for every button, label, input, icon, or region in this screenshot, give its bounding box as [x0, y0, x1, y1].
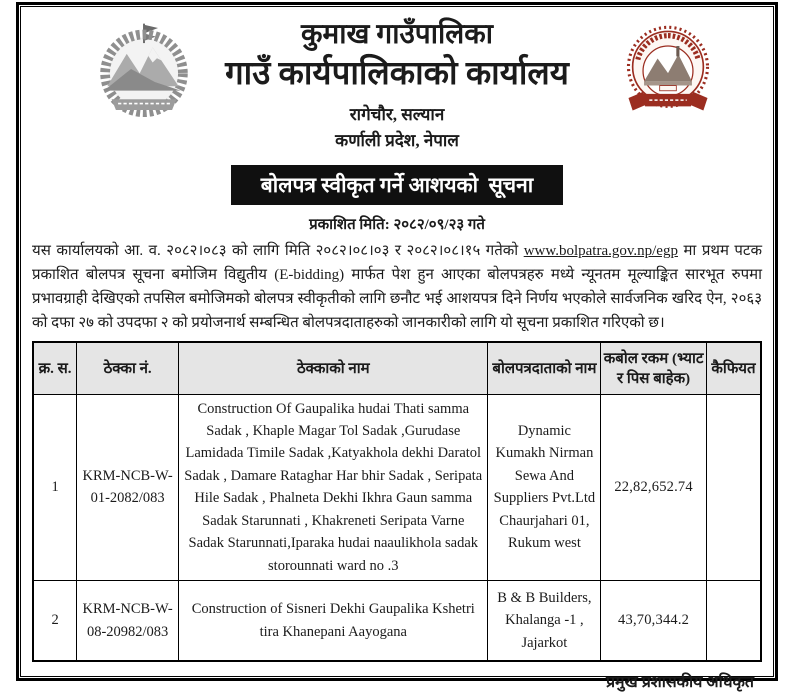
header-bidder-name: बोलपत्रदाताको नाम — [488, 342, 601, 394]
table-row — [33, 581, 761, 661]
header-remarks: कैफियत — [706, 342, 761, 394]
body-text-after-link: मा प्रथम पटक प्रकाशित बोलपत्र सूचना बमोजिम विद्युतीय (E-bidding) मार्फत पेश हुन आएका बोलपत्रहरु मध्ये न्यूनतम मूल्याङ्कित सारभूत रुपमा प्रभावग्राही देखिएको तपसिल बमोजिमको बोलपत्र स्वीकृतीको लागि छनौट भई आशयपत्र दिने निर्णय भएकोले सार्वजनिक खरिद ऐन, २०६३ को दफा २७ को उपदफा २ को प्रयोजनार्थ सम्बन्धित बोलपत्रदाताहरुको जानकारीको लागि यो सूचना प्रकाशित गरिएको छ। — [32, 243, 763, 331]
cell-bidder-name: B & B Builders, Khalanga -1 , Jajarkot — [488, 581, 601, 661]
cell-contract-name: Construction of Sisneri Dekhi Gaupalika Kshetri tira Khanepani Aayogana — [179, 581, 488, 661]
bids-table — [32, 341, 762, 662]
cell-bidder-name: Dynamic Kumakh Nirman Sewa And Suppliers Pvt.Ltd Chaurjahari 01, Rukum west — [488, 394, 601, 581]
office-province: कर्णाली प्रदेश, नेपाल — [335, 131, 459, 150]
document-outer-border — [16, 2, 778, 691]
body-text-before-link: यस कार्यालयको आ. व. २०८२।०८३ को लागि मिति २०८२।०८।०३ र २०८२।०८।१५ गतेको — [32, 243, 524, 259]
municipality-seal-icon — [616, 19, 720, 123]
office-title: गाउँ कार्यपालिकाको कार्यालय — [225, 56, 569, 92]
header-serial-no: क्र. स. — [33, 342, 77, 394]
signature-title: प्रमुख प्रशासकीय अधिकृत — [605, 673, 754, 691]
cell-serial-no: 1 — [33, 394, 77, 581]
cell-serial-no: 2 — [33, 581, 77, 661]
notice-banner-title: बोलपत्र स्वीकृत गर्ने आशयको सूचना — [231, 165, 563, 205]
office-address: रागेचौर, सल्यान — [349, 105, 445, 124]
header-contract-name: ठेक्काको नाम — [179, 342, 488, 394]
table-header-row — [33, 342, 761, 394]
letterhead — [32, 7, 762, 153]
bolpatra-url-link[interactable]: www.bolpatra.gov.np/egp — [523, 243, 678, 259]
cell-bid-amount: 22,82,652.74 — [601, 394, 707, 581]
header-bid-amount: कबोल रकम (भ्याट र पिस बाहेक) — [601, 342, 707, 394]
table-row — [33, 394, 761, 581]
cell-contract-no: KRM-NCB-W-08-20982/083 — [77, 581, 179, 661]
cell-contract-no: KRM-NCB-W-01-2082/083 — [77, 394, 179, 581]
cell-remarks — [706, 394, 761, 581]
document-page — [20, 6, 774, 691]
nepal-government-emblem-icon — [90, 15, 198, 123]
cell-contract-name: Construction Of Gaupalika hudai Thati samma Sadak , Khaple Magar Tol Sadak ,Gurudase Lamidada Timile Sadak ,Katyakhola dekhi Daratol Sadak , Damare Rataghar Har bhir Sadak , Seripata Hile Sadak , Phalneta Dekhi Ikhra Gaun samma Sadak Starunnati , Khakreneti Seripata Varne Sadak Starunnati,Iparaka hudai naaulikhola sadak storounnati ward no .3 — [179, 394, 488, 581]
municipality-name: कुमाख गाउँपालिका — [301, 19, 493, 50]
cell-bid-amount: 43,70,344.2 — [601, 581, 707, 661]
notice-banner-row — [32, 165, 762, 205]
header-contract-no: ठेक्का नं. — [77, 342, 179, 394]
published-date: प्रकाशित मिति: २०८२/०९/२३ गते — [309, 217, 485, 233]
cell-remarks — [706, 581, 761, 661]
notice-body-paragraph — [32, 239, 762, 335]
